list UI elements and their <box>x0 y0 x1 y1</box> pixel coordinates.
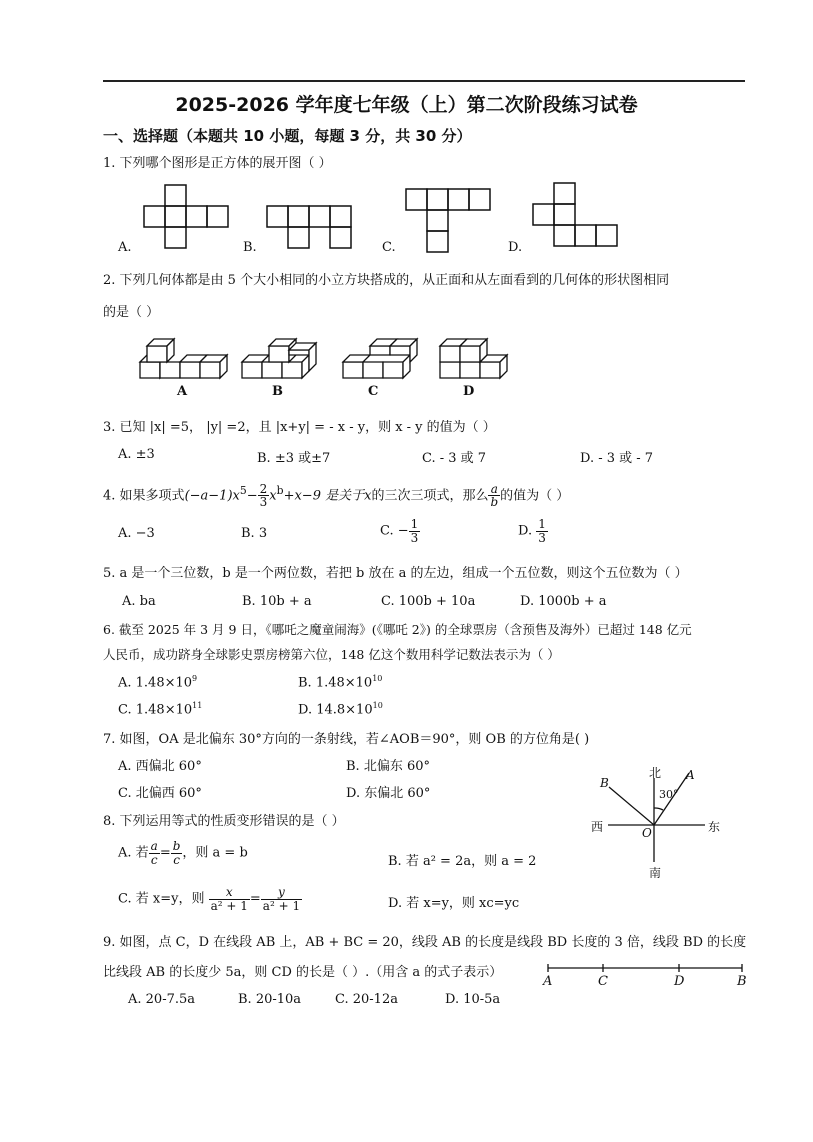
q7-option-a[interactable]: A. 西偏北 60° <box>118 759 202 774</box>
q8-option-b[interactable]: B. 若 a² = 2a，则 a = 2 <box>388 854 537 869</box>
page-title: 2025-2026 学年度七年级（上）第二次阶段练习试卷 <box>175 94 638 116</box>
q4-text-3: 的三次三项式，那么 <box>371 488 489 504</box>
q8-option-c[interactable]: C. 若 x=y，则 $\frac{x}{\text{a² + 1}}$ = $\frac{y}{\text{a² + 1}}$ <box>118 885 301 913</box>
q9-option-a[interactable]: A. 20-7.5a <box>128 992 196 1007</box>
q4-term-1: (−a−1)x <box>184 488 240 504</box>
q4-option-c[interactable]: C. − $\frac{1}{3}$ <box>380 517 419 545</box>
question-2-stem-line1: 2. 下列几何体都是由 5 个大小相同的小立方块搭成的，从正面和从左面看到的几何体的形状图相同 <box>103 273 670 288</box>
q5-option-d[interactable]: D. 1000b + a <box>520 594 607 609</box>
q6-option-b[interactable]: B. $1.48\times 10^{10}$ <box>298 674 383 691</box>
compass-south: 南 <box>649 866 662 880</box>
q5-option-b[interactable]: B. 10b + a <box>242 594 312 609</box>
q2-label-c[interactable]: C <box>368 384 379 399</box>
question-8-stem: 8. 下列运用等式的性质变形错误的是（ ） <box>103 814 345 829</box>
q4-minus: − <box>246 488 258 504</box>
question-5-stem: 5. a 是一个三位数，b 是一个两位数，若把 b 放在 a 的左边，组成一个五位数，则这个五位数为（ ） <box>103 566 688 581</box>
q9-option-d[interactable]: D. 10-5a <box>445 992 501 1007</box>
compass-east: 东 <box>708 820 721 834</box>
q5-option-a[interactable]: A. ba <box>122 594 156 609</box>
question-9-stem-line2: 比线段 AB 的长度少 5a，则 CD 的长是（ ）.（用含 a 的式子表示） <box>103 965 503 980</box>
q6-option-d[interactable]: D. $14.8\times 10^{10}$ <box>298 701 383 718</box>
q6-option-a[interactable]: A. $1.48\times 10^9$ <box>118 674 198 691</box>
q4-num: 4. <box>103 488 116 504</box>
q4-exp-5: 5 <box>239 484 247 497</box>
q3-option-a[interactable]: A. ±3 <box>118 447 155 462</box>
point-b-label: B <box>600 776 609 790</box>
q9-option-c[interactable]: C. 20-12a <box>335 992 398 1007</box>
point-d: D <box>674 974 685 989</box>
point-c: C <box>598 974 608 989</box>
compass-north: 北 <box>649 766 662 780</box>
q4-option-a[interactable]: A. −3 <box>118 526 155 541</box>
q7-option-d[interactable]: D. 东偏北 60° <box>346 786 431 801</box>
q8-option-d[interactable]: D. 若 x=y，则 xc=yc <box>388 896 520 911</box>
section-heading: 一、选择题（本题共 10 小题，每题 3 分，共 30 分） <box>103 127 472 145</box>
question-2-stem-line2: 的是（ ） <box>103 305 160 320</box>
q1-option-c[interactable]: C. <box>382 240 396 255</box>
question-9-stem-line1: 9. 如图，点 C，D 在线段 AB 上，AB + BC = 20，线段 AB 的长度是线段 BD 长度的 3 倍，线段 BD 的长度 <box>103 935 747 950</box>
q7-option-c[interactable]: C. 北偏西 60° <box>118 786 202 801</box>
question-7-stem: 7. 如图，OA 是北偏东 30°方向的一条射线，若∠AOB＝90°，则 OB 的方位角是( ) <box>103 732 590 747</box>
q1-option-d[interactable]: D. <box>508 240 523 255</box>
q2-label-b[interactable]: B <box>272 384 283 399</box>
q4-text-1: 如果多项式 <box>119 488 185 504</box>
q2-label-a[interactable]: A <box>177 384 188 399</box>
q4-fraction-2-3: $\frac{2}{3}$ <box>259 481 268 510</box>
q4-term-x: x <box>269 488 277 504</box>
q3-option-d[interactable]: D. - 3 或 - 7 <box>580 451 654 466</box>
point-a-label: A <box>686 768 695 782</box>
q4-option-d[interactable]: D. $\frac{1}{3}$ <box>518 517 546 545</box>
compass-west: 西 <box>591 820 604 834</box>
question-6-stem-line2: 人民币，成功跻身全球影史票房榜第六位，148 亿这个数用科学记数法表示为（ ） <box>103 647 560 662</box>
q2-label-d[interactable]: D <box>463 384 475 399</box>
q4-exp-b: b <box>276 484 284 497</box>
q4-fraction-a-b: $\frac{a}{b}$ <box>490 481 499 510</box>
angle-30-label: 30° <box>659 788 679 801</box>
q8-option-a[interactable]: A. 若 $\frac{a}{c}$ = $\frac{b}{c}$ ，则 a = b <box>118 839 248 867</box>
q7-option-b[interactable]: B. 北偏东 60° <box>346 759 430 774</box>
q3-option-c[interactable]: C. - 3 或 7 <box>422 451 487 466</box>
q5-option-c[interactable]: C. 100b + 10a <box>381 594 476 609</box>
q6-option-c[interactable]: C. $1.48\times 10^{11}$ <box>118 701 203 718</box>
q4-var-x: x <box>364 488 372 504</box>
question-1-stem: 1. 下列哪个图形是正方体的展开图（ ） <box>103 156 332 171</box>
question-6-stem-line1: 6. 截至 2025 年 3 月 9 日，《哪吒之魔童闹海》(《哪吒 2》) 的全球票房（含预售及海外）已超过 148 亿元 <box>103 622 692 637</box>
q4-text-4: 的值为（ ） <box>500 488 570 504</box>
point-b: B <box>737 974 747 989</box>
question-3-stem: 3. 已知 |x| =5， |y| =2，且 |x+y| = - x - y，则 x - y 的值为（ ） <box>103 420 496 435</box>
q3-option-b[interactable]: B. ±3 或±7 <box>257 451 331 466</box>
q1-option-b[interactable]: B. <box>243 240 257 255</box>
point-o-label: O <box>642 826 652 840</box>
q9-option-b[interactable]: B. 20-10a <box>238 992 302 1007</box>
q4-option-b[interactable]: B. 3 <box>241 526 268 541</box>
q1-option-a[interactable]: A. <box>118 240 132 255</box>
q4-text-2: +x−9 是关于 <box>283 488 365 504</box>
point-a: A <box>543 974 553 989</box>
